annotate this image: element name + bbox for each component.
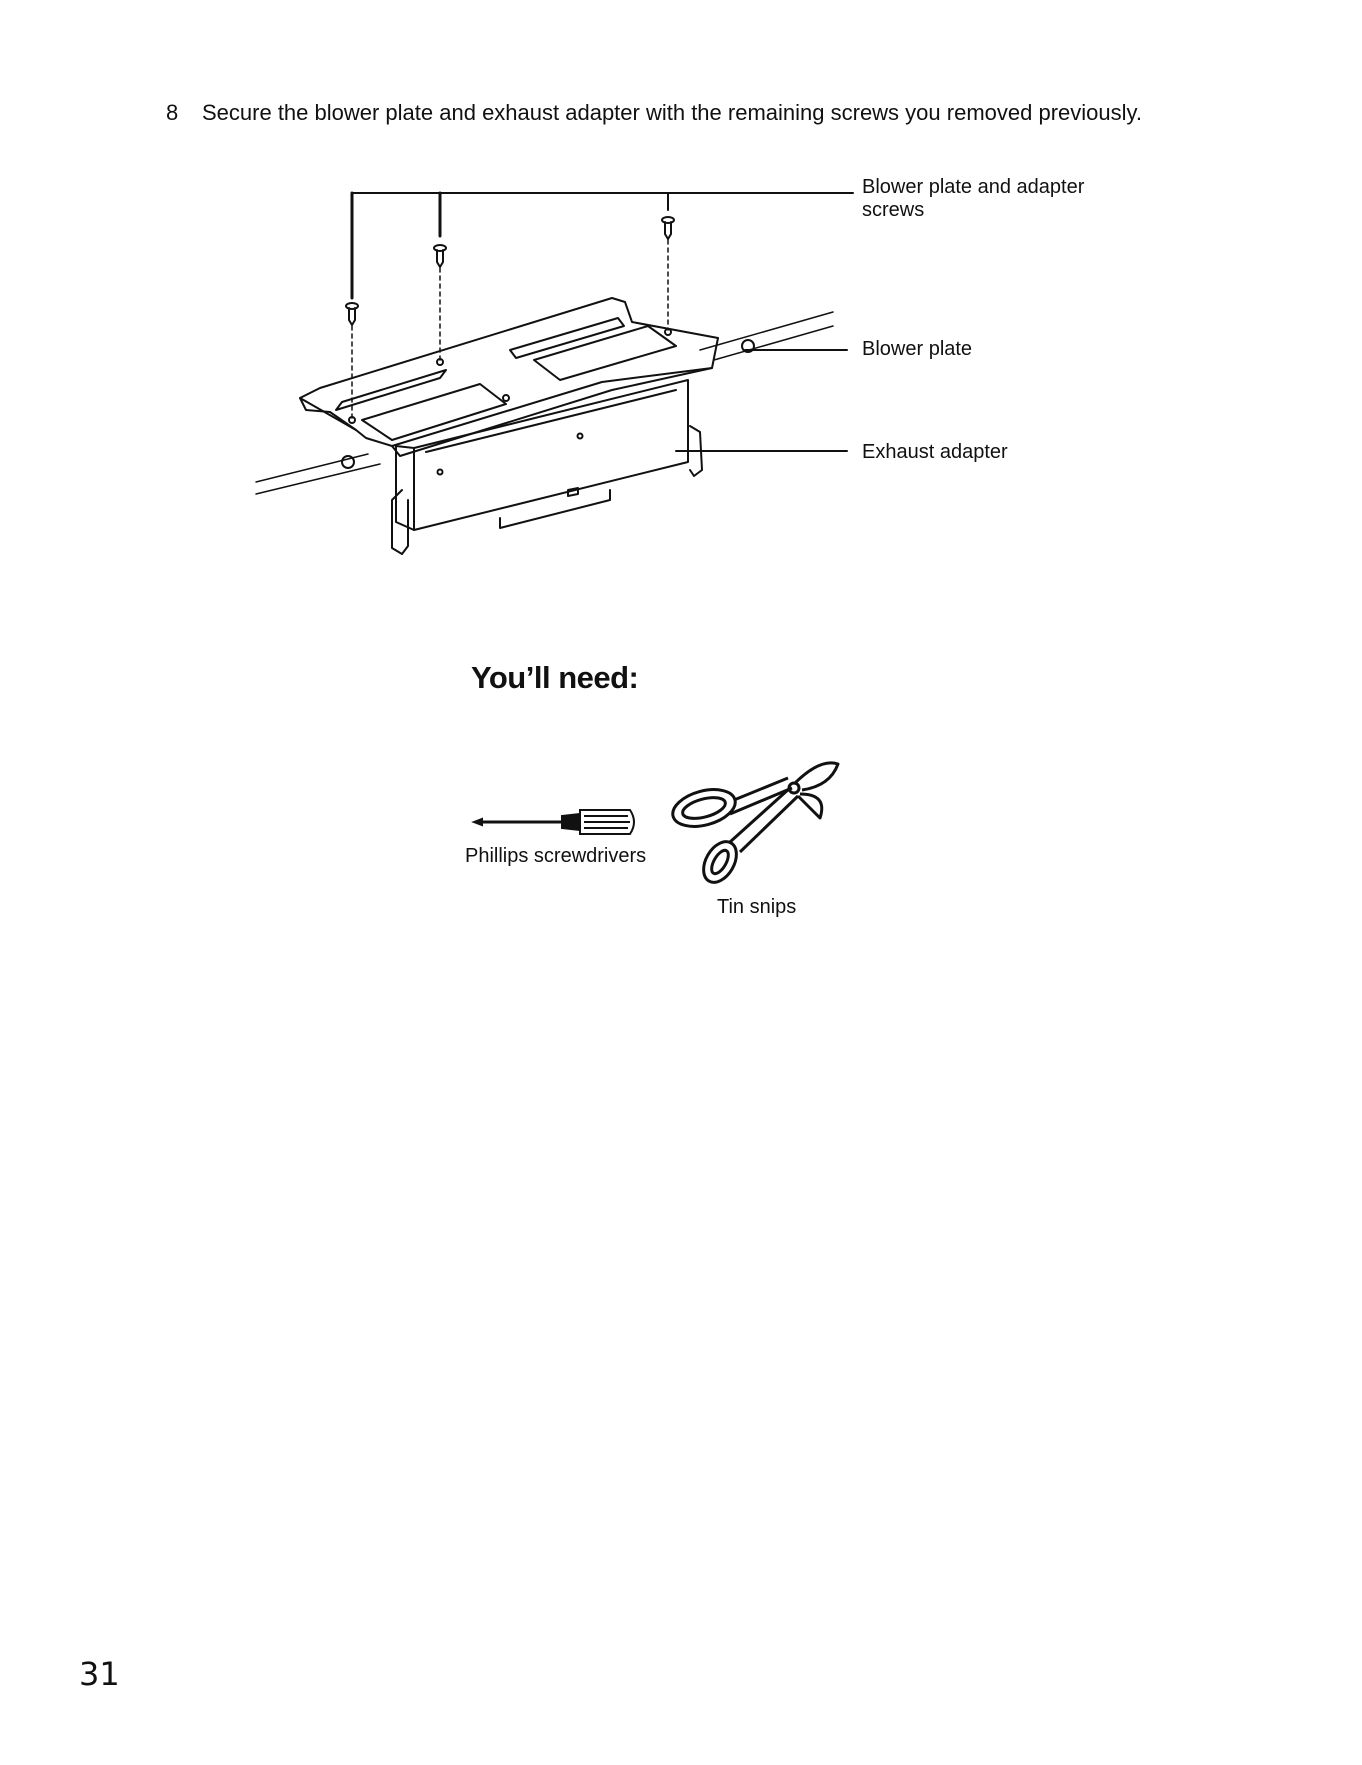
callout-blower-plate: Blower plate: [862, 338, 973, 360]
step-text: Secure the blower plate and exhaust adapter with the remaining screws you removed previously.: [202, 100, 1142, 125]
phillips-screwdriver-icon: [470, 802, 640, 842]
callout-exhaust-adapter: Exhaust adapter: [862, 441, 1008, 463]
tools-heading: You’ll need:: [471, 660, 639, 695]
step-number: 8: [166, 100, 179, 125]
page-number: 31: [79, 1655, 120, 1693]
screw-right: [662, 217, 674, 239]
screw-left: [346, 303, 358, 325]
callout-screws: Blower plate and adapter screws: [862, 176, 1085, 221]
tool-label-tin-snips: Tin snips: [717, 896, 797, 918]
screws-leader-line: [352, 193, 853, 298]
tool-label-screwdriver: Phillips screwdrivers: [465, 845, 647, 867]
tin-snips-icon: [670, 756, 845, 886]
screw-middle: [434, 245, 446, 267]
exhaust-adapter: [414, 380, 688, 530]
